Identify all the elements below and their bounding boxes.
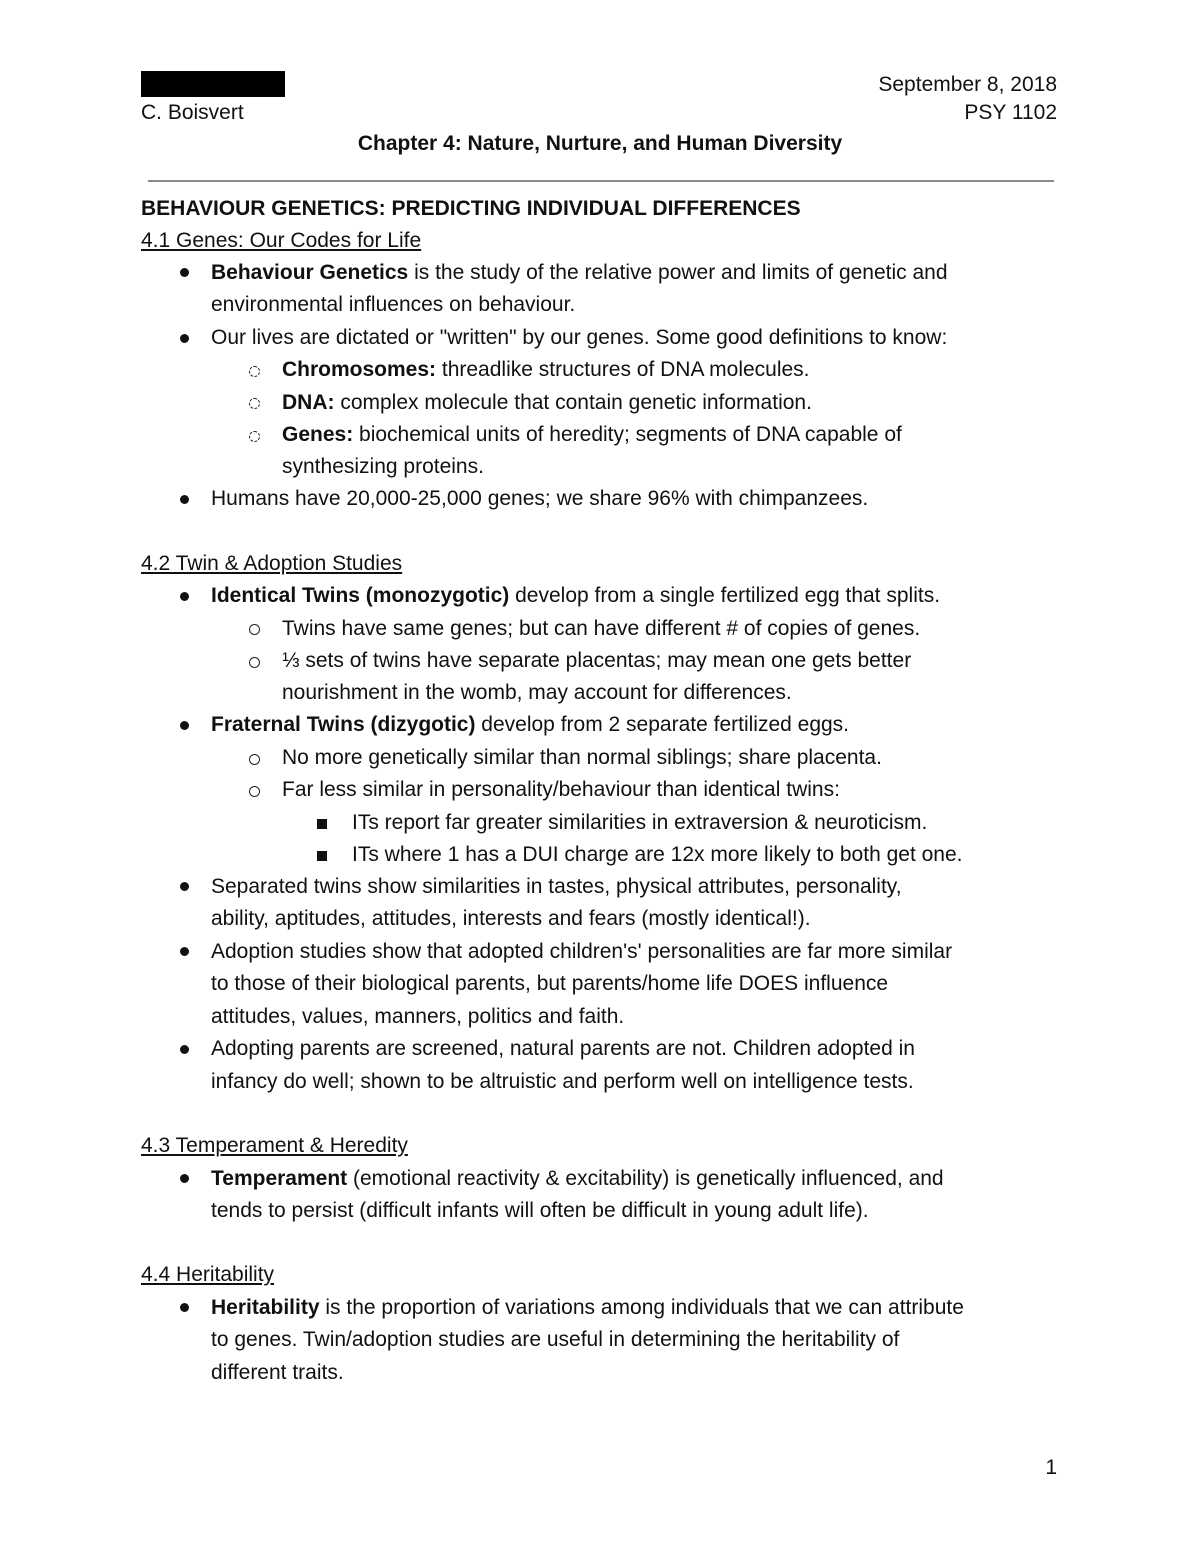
bullet-icon	[180, 1045, 189, 1054]
list-item: Our lives are dictated or "written" by our genes. Some good definitions to know:	[211, 326, 948, 349]
list-item	[211, 1167, 944, 1191]
term: DNA:	[282, 391, 335, 414]
bullet-icon	[180, 947, 189, 956]
list-item: Adoption studies show that adopted children's' personalities are far more similar	[211, 940, 953, 963]
definition-text: is the study of the relative power and limits of genetic and	[408, 261, 948, 284]
list-item: Separated twins show similarities in tastes, physical attributes, personality,	[211, 875, 902, 898]
list-item	[282, 423, 902, 447]
list-item-continued: ability, aptitudes, attitudes, interests and fears (mostly identical!).	[211, 907, 811, 930]
definition-text: biochemical units of heredity; segments of DNA capable of	[353, 423, 902, 446]
list-item-continued: synthesizing proteins.	[282, 455, 484, 478]
circle-bullet-icon	[249, 431, 260, 442]
list-item-continued: infancy do well; shown to be altruistic and perform well on intelligence tests.	[211, 1070, 914, 1093]
term: Temperament	[211, 1167, 348, 1190]
definition-text: threadlike structures of DNA molecules.	[436, 358, 810, 381]
list-item	[211, 261, 948, 285]
list-item: Adopting parents are screened, natural parents are not. Children adopted in	[211, 1037, 915, 1060]
list-item	[211, 584, 940, 608]
list-item: No more genetically similar than normal siblings; share placenta.	[282, 746, 882, 769]
definition-text: develop from 2 separate fertilized eggs.	[475, 713, 850, 736]
circle-bullet-icon	[249, 398, 260, 409]
page-number: 1	[1045, 1456, 1057, 1479]
list-item: ⅓ sets of twins have separate placentas; may mean one gets better	[282, 649, 912, 672]
list-item-continued: attitudes, values, manners, politics and faith.	[211, 1005, 625, 1028]
date: September 8, 2018	[878, 73, 1057, 96]
list-item-continued: to genes. Twin/adoption studies are useful in determining the heritability of	[211, 1328, 900, 1351]
list-item: ITs where 1 has a DUI charge are 12x more likely to both get one.	[352, 843, 963, 866]
definition-text: is the proportion of variations among individuals that we can attribute	[319, 1296, 964, 1319]
list-item: Far less similar in personality/behaviour than identical twins:	[282, 778, 840, 801]
term: Chromosomes:	[282, 358, 437, 381]
bullet-icon	[180, 268, 189, 277]
list-item: ITs report far greater similarities in extraversion & neuroticism.	[352, 811, 928, 834]
list-item	[211, 713, 849, 737]
list-item-continued: nourishment in the womb, may account for differences.	[282, 681, 792, 704]
term: Genes:	[282, 423, 354, 446]
redacted-name-block	[141, 71, 285, 97]
subsection-heading-4-3: 4.3 Temperament & Heredity	[141, 1134, 408, 1157]
subsection-heading-4-2: 4.2 Twin & Adoption Studies	[141, 552, 403, 575]
horizontal-rule	[148, 180, 1054, 182]
bullet-icon	[180, 334, 189, 343]
list-item-continued: environmental influences on behaviour.	[211, 293, 576, 316]
list-item-continued: to those of their biological parents, but parents/home life DOES influence	[211, 972, 889, 995]
course-code: PSY 1102	[964, 101, 1057, 124]
list-item	[211, 1296, 964, 1320]
bullet-icon	[180, 1174, 189, 1183]
definition-text: complex molecule that contain genetic information.	[334, 391, 812, 414]
circle-bullet-icon	[249, 624, 260, 635]
list-item	[282, 391, 812, 415]
list-item: Twins have same genes; but can have different # of copies of genes.	[282, 617, 921, 640]
bullet-icon	[180, 721, 189, 730]
subsection-heading-4-1: 4.1 Genes: Our Codes for Life	[141, 229, 422, 252]
section-heading: BEHAVIOUR GENETICS: PREDICTING INDIVIDUAL DIFFERENCES	[141, 197, 801, 220]
term: Identical Twins (monozygotic)	[211, 584, 510, 607]
subsection-heading-4-4: 4.4 Heritability	[141, 1263, 275, 1286]
term: Behaviour Genetics	[211, 261, 409, 284]
list-item: Humans have 20,000-25,000 genes; we share 96% with chimpanzees.	[211, 487, 869, 510]
bullet-icon	[180, 882, 189, 891]
bullet-icon	[180, 592, 189, 601]
list-item-continued: different traits.	[211, 1361, 344, 1384]
bullet-icon	[180, 1303, 189, 1312]
list-item-continued: tends to persist (difficult infants will often be difficult in young adult life).	[211, 1199, 869, 1222]
term: Fraternal Twins (dizygotic)	[211, 713, 476, 736]
circle-bullet-icon	[249, 754, 260, 765]
circle-bullet-icon	[249, 657, 260, 668]
bullet-icon	[180, 495, 189, 504]
term: Heritability	[211, 1296, 320, 1319]
page-title: Chapter 4: Nature, Nurture, and Human Diversity	[357, 132, 843, 155]
definition-text: (emotional reactivity & excitability) is genetically influenced, and	[347, 1167, 944, 1190]
square-bullet-icon	[317, 851, 327, 861]
definition-text: develop from a single fertilized egg that splits.	[509, 584, 941, 607]
circle-bullet-icon	[249, 786, 260, 797]
square-bullet-icon	[317, 819, 327, 829]
author: C. Boisvert	[141, 101, 244, 124]
list-item	[282, 358, 810, 382]
circle-bullet-icon	[249, 366, 260, 377]
